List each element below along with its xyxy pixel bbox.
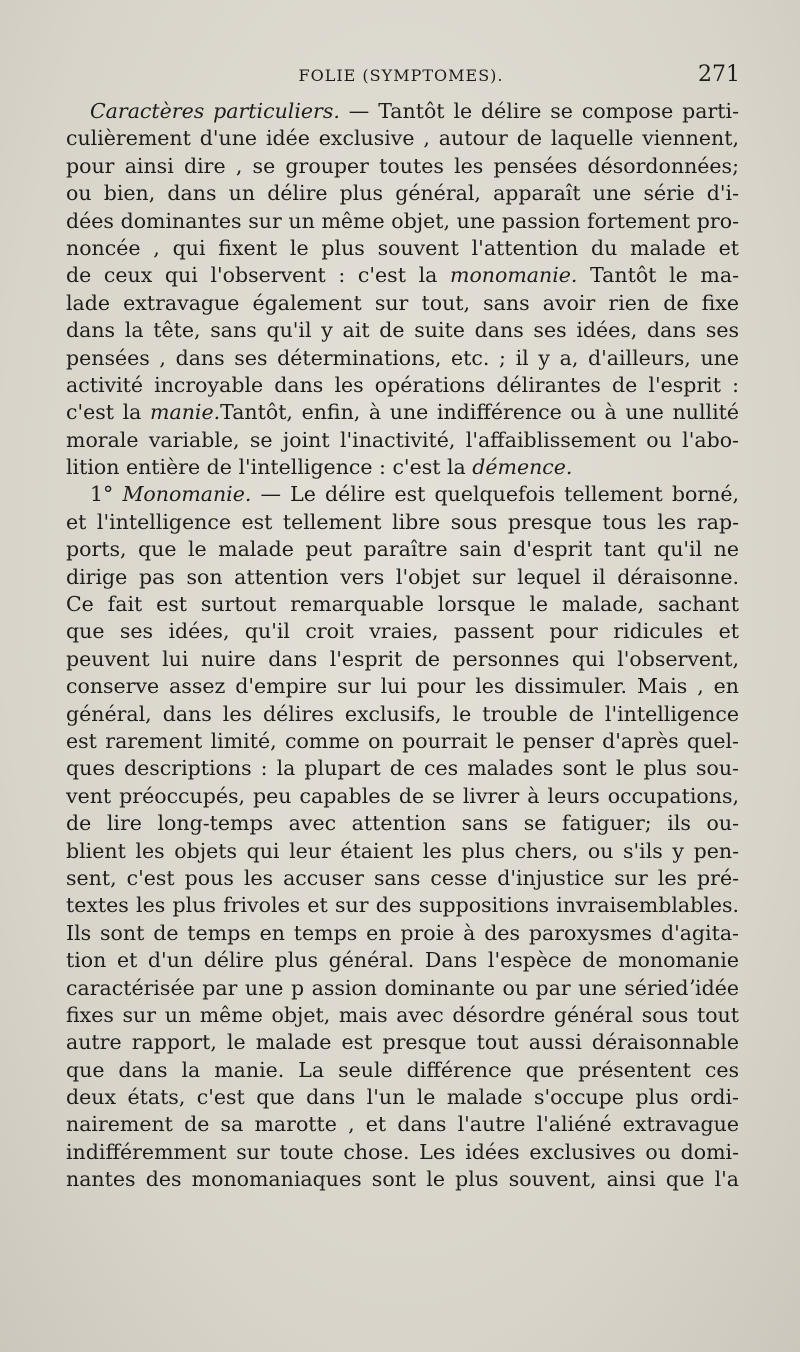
text-run: ou bien, dans un délire plus général, apparaît une série d'i- — [66, 181, 739, 206]
text-run: Ce fait est surtout remarquable lorsque le malade, sachant — [66, 592, 739, 617]
text-line — [66, 947, 739, 974]
text-run: noncée , qui fixent le plus souvent l'attention du malade et — [66, 235, 739, 260]
text-line — [66, 1111, 739, 1138]
text-run: pensées , dans ses déterminations, etc. ; il y a, d'ailleurs, une — [66, 345, 739, 370]
text-run: fixes sur un même objet, mais avec désordre général sous tout — [66, 1002, 739, 1027]
text-run: ports, que le malade peut paraître sain d'esprit tant qu'il ne — [66, 537, 739, 562]
text-line — [66, 454, 739, 481]
text-run: vent préoccupés, peu capables de se livrer à leurs occupations, — [66, 783, 739, 808]
text-line — [66, 728, 739, 755]
text-line — [66, 810, 739, 837]
text-run: de ceux qui l'observent : c'est la — [66, 263, 451, 288]
text-run: Tantôt le ma- — [577, 263, 739, 288]
text-run: dées dominantes sur un même objet, une passion fortement pro- — [66, 208, 739, 233]
text-line — [66, 372, 739, 399]
italic-term: monomanie. — [450, 263, 578, 288]
text-line — [66, 180, 739, 207]
text-run: deux états, c'est que dans l'un le malade s'occupe plus ordi- — [66, 1085, 739, 1110]
running-title: FOLIE (SYMPTOMES). — [298, 66, 504, 85]
text-run: lade extravague également sur tout, sans avoir rien de fixe — [66, 290, 739, 315]
text-run: peuvent lui nuire dans l'esprit de personnes qui l'observent, — [66, 646, 739, 671]
text-line — [66, 262, 739, 289]
text-line — [66, 208, 739, 235]
text-line — [66, 1166, 739, 1193]
text-line — [66, 125, 739, 152]
text-run: autre rapport, le malade est presque tout aussi déraisonnable — [66, 1030, 739, 1055]
text-run: lition entière de l'intelligence : c'est la — [66, 455, 473, 480]
text-line — [66, 755, 739, 782]
text-line — [66, 481, 739, 508]
text-run: 1° — [90, 482, 123, 507]
text-line — [66, 1002, 739, 1029]
text-run: — Le délire est quelquefois tellement borné, — [251, 482, 739, 507]
text-run: tion et d'un délire plus général. Dans l'espèce de monomanie — [66, 948, 739, 973]
text-line — [66, 892, 739, 919]
text-line — [66, 865, 739, 892]
text-run: sent, c'est pous les accuser sans cesse d'injustice sur les pré- — [66, 865, 739, 890]
text-line — [66, 701, 739, 728]
text-line — [66, 290, 739, 317]
text-run: de lire long-temps avec attention sans se fatiguer; ils ou- — [66, 811, 739, 836]
italic-term: manie. — [150, 400, 221, 425]
body-text — [66, 98, 739, 1194]
text-run: culièrement d'une idée exclusive , autour de laquelle viennent, — [66, 126, 739, 151]
text-line — [66, 536, 739, 563]
italic-term: Monomanie. — [122, 482, 252, 507]
text-run: pour ainsi dire , se grouper toutes les pensées désordonnées; — [66, 153, 739, 178]
text-line — [66, 153, 739, 180]
text-line — [66, 673, 739, 700]
text-run: Ils sont de temps en temps en proie à des paroxysmes d'agita- — [66, 920, 739, 945]
text-line — [66, 235, 739, 262]
text-run: et l'intelligence est tellement libre sous presque tous les rap- — [66, 509, 739, 534]
text-run: indifféremment sur toute chose. Les idées exclusives ou domi- — [66, 1139, 739, 1164]
text-line — [66, 618, 739, 645]
text-run: morale variable, se joint l'inactivité, l'affaiblissement ou l'abo- — [66, 427, 739, 452]
text-run: général, dans les délires exclusifs, le trouble de l'intelligence — [66, 701, 739, 726]
text-run: Tantôt, enfin, à une indifférence ou à une nullité — [220, 400, 739, 425]
italic-term: démence. — [472, 455, 573, 480]
text-line — [66, 98, 739, 125]
text-run: que ses idées, qu'il croit vraies, passent pour ridicules et — [66, 619, 739, 644]
text-line — [66, 975, 739, 1002]
text-line — [66, 564, 739, 591]
text-run: activité incroyable dans les opérations délirantes de l'esprit : — [66, 372, 739, 397]
text-line — [66, 1084, 739, 1111]
text-line — [66, 427, 739, 454]
text-line — [66, 345, 739, 372]
text-line — [66, 509, 739, 536]
text-line — [66, 838, 739, 865]
text-run: — Tantôt le délire se compose parti- — [348, 99, 740, 123]
text-run: caractérisée par une p assion dominante ou par une sériedʼidée — [66, 975, 739, 1000]
text-line — [66, 317, 739, 344]
text-line — [66, 783, 739, 810]
text-run: nairement de sa marotte , et dans l'autre l'aliéné extravague — [66, 1112, 739, 1137]
text-line — [66, 1139, 739, 1166]
running-head — [62, 62, 740, 90]
text-line — [66, 399, 739, 426]
text-run: c'est la — [66, 400, 151, 425]
text-line — [66, 1029, 739, 1056]
italic-term: Caractères particuliers. — [90, 99, 349, 123]
text-line — [66, 591, 739, 618]
text-run: dirige pas son attention vers l'objet sur lequel il déraisonne. — [66, 564, 739, 589]
text-line — [66, 1057, 739, 1084]
text-run: dans la tête, sans qu'il y ait de suite dans ses idées, dans ses — [66, 318, 739, 343]
text-run: que dans la manie. La seule différence que présentent ces — [66, 1057, 739, 1082]
text-run: conserve assez d'empire sur lui pour les dissimuler. Mais , en — [66, 674, 739, 699]
text-run: est rarement limité, comme on pourrait le penser d'après quel- — [66, 728, 739, 753]
text-run: textes les plus frivoles et sur des suppositions invraisemblables. — [66, 893, 739, 918]
text-line — [66, 920, 739, 947]
text-run: nantes des monomaniaques sont le plus souvent, ainsi que l'a — [66, 1167, 739, 1192]
text-run: ques descriptions : la plupart de ces malades sont le plus sou- — [66, 756, 739, 781]
page-number: 271 — [698, 62, 740, 87]
text-line — [66, 646, 739, 673]
text-run: blient les objets qui leur étaient les plus chers, ou s'ils y pen- — [66, 838, 739, 863]
